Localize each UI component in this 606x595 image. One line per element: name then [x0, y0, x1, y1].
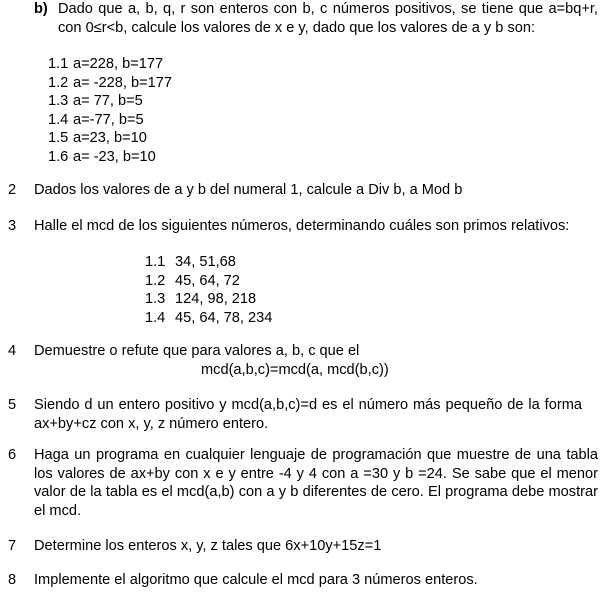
question-text: Halle el mcd de los siguientes números, determinando cuáles son primos relativos:: [34, 218, 570, 234]
case-number: 1.4: [48, 111, 69, 128]
question-3: [0, 217, 598, 236]
case-text: a= -23, b=10: [73, 148, 156, 165]
case-text: a= -228, b=177: [73, 74, 172, 91]
question-number: 7: [8, 538, 17, 554]
item-b-text: Dado que a, b, q, r son enteros con b, c números positivos, se tiene que a=bq+r, con 0≤r<b, calcule los valores de x e y, dado que los valores de a y b son:: [58, 1, 598, 36]
question-formula: mcd(a,b,c)=mcd(a, mcd(b,c)): [201, 361, 389, 378]
question-2: [0, 181, 598, 200]
question-number: 4: [8, 343, 17, 359]
question-text: Determine los enteros x, y, z tales que 6x+10y+15z=1: [34, 538, 382, 554]
case-text: 45, 64, 78, 234: [175, 309, 273, 326]
question-number: 5: [8, 397, 17, 413]
question-text: Implemente el algoritmo que calcule el mcd para 3 números enteros.: [34, 572, 478, 588]
question-text: Dados los valores de a y b del numeral 1, calcule a Div b, a Mod b: [34, 182, 463, 198]
question-number: 3: [8, 218, 17, 234]
list-item: [48, 148, 172, 167]
case-text: a=23, b=10: [73, 130, 147, 146]
case-number: 1.1: [145, 254, 166, 270]
question-text: Demuestre o refute que para valores a, b, c que el: [34, 343, 360, 359]
case-number: 1.2: [145, 272, 166, 289]
case-text: 34, 51,68: [175, 254, 236, 270]
case-number: 1.1: [48, 56, 69, 72]
question-7: [0, 537, 598, 556]
question-3-cases: [145, 253, 272, 327]
question-6: [0, 446, 598, 520]
item-b-cases: [48, 55, 172, 166]
question-number: 6: [8, 447, 17, 463]
list-item: [48, 74, 172, 93]
case-number: 1.5: [48, 130, 69, 146]
list-item: [145, 272, 272, 291]
list-item: [145, 290, 272, 309]
case-text: a=-77, b=5: [73, 111, 144, 128]
case-text: 124, 98, 218: [175, 291, 257, 307]
list-item: [48, 92, 172, 111]
question-5: [0, 396, 598, 433]
case-number: 1.4: [145, 309, 166, 326]
question-number: 8: [8, 572, 17, 588]
list-item: [145, 253, 272, 272]
case-text: a= 77, b=5: [73, 93, 143, 109]
question-4: [0, 342, 598, 379]
question-number: 2: [8, 182, 17, 198]
question-text: Haga un programa en cualquier lenguaje de programación que muestre de una tabla los valores de ax+by con x e y entre -4 y 4 con a =30 y b =24. Se sabe que el menor valor de la tabla es el mcd(a,b) con a y b diferentes de cero. El programa debe mostrar el mcd.: [34, 447, 598, 519]
case-number: 1.6: [48, 148, 69, 165]
list-item: [145, 309, 272, 328]
case-text: a=228, b=177: [73, 56, 164, 72]
question-text: Siendo d un entero positivo y mcd(a,b,c)=d es el número más pequeño de la forma ax+by+cz con x, y, z número entero.: [34, 397, 582, 432]
item-b: [34, 0, 598, 37]
list-item: [48, 55, 172, 74]
question-8: [0, 571, 598, 590]
case-number: 1.3: [145, 291, 166, 307]
case-number: 1.3: [48, 93, 69, 109]
case-text: 45, 64, 72: [175, 272, 240, 289]
list-item: [48, 111, 172, 130]
case-number: 1.2: [48, 74, 69, 91]
item-b-label: b): [34, 1, 48, 17]
list-item: [48, 129, 172, 148]
